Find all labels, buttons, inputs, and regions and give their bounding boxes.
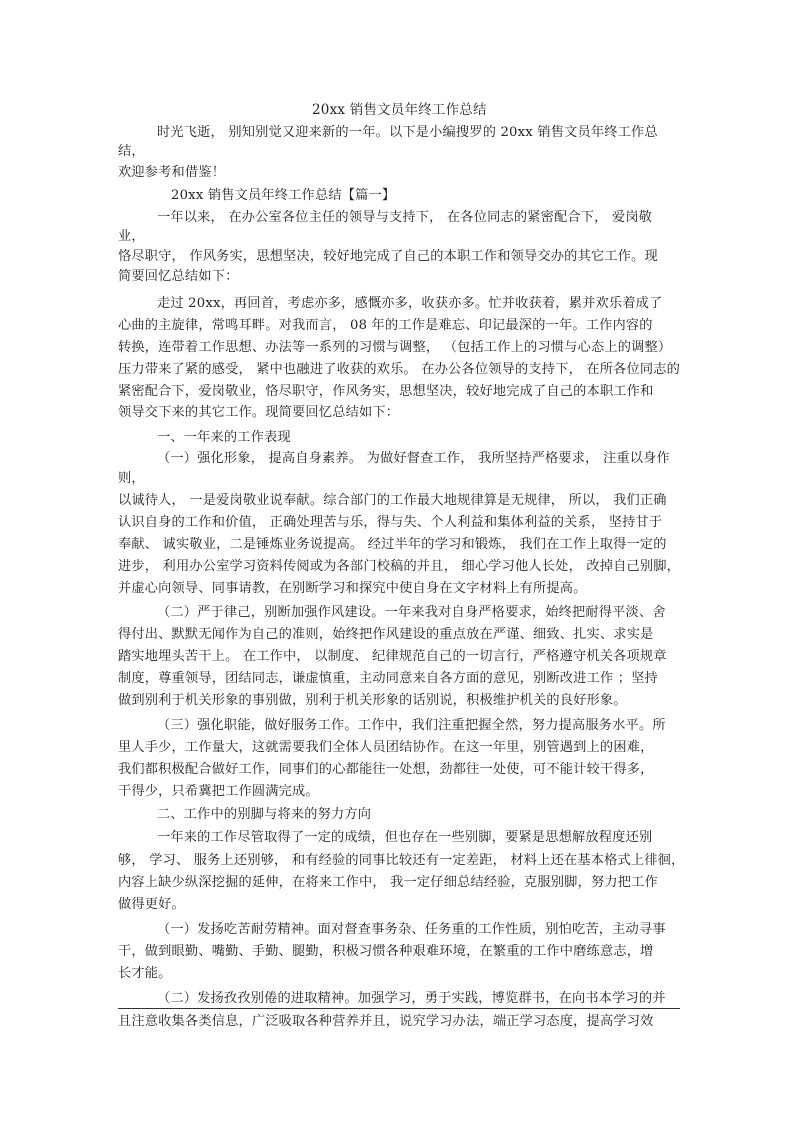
text-line: 一年来的工作尽管取得了一定的成绩，但也存在一些别脚，要紧是思想解放程度还别 [157, 830, 653, 845]
text-line: 进步， 利用办公室学习资料传阅或为各部门校稿的并且， 细心学习他人长处， 改掉自己别脚， [118, 559, 681, 574]
text-line: 内容上缺少纵深挖掘的延伸，在将来工作中， 我一定仔细总结经验，克服别脚，努力把工作 [118, 875, 658, 890]
text-line: 长才能。 [118, 966, 172, 981]
text-line: 转换，连带着工作思想、办法等一系列的习惯与调整， （包括工作上的习惯与心态上的调整） [118, 340, 672, 355]
text-line: 我们都积极配合做好工作，同事们的心都能往一处想，劲都往一处使，可不能计较干得多， [118, 762, 654, 777]
text-line: 得付出、默默无闻作为自己的准则，始终把作风建设的重点放在严谨、细致、扎实、求实是 [118, 627, 654, 642]
text-line: （一）发扬吃苦耐劳精神。面对督查事务杂、任务重的工作性质，别怕吃苦，主动寻事 [157, 922, 666, 937]
text-line: 且注意收集各类信息，广泛吸取各种营养并且，说究学习办法，端正学习态度，提高学习效 [118, 1014, 654, 1029]
text-line: 做得更好。 [118, 897, 185, 912]
text-line: 领导交下来的其它工作。现简要回忆总结如下： [118, 405, 400, 420]
text-line: （二）发扬孜孜别倦的进取精神。加强学习，勇于实践，博览群书，在向书本学习的并 [157, 991, 666, 1006]
text-line: 踏实地埋头苦干上。 在工作中， 以制度、 纪律规范自己的一切言行，严格遵守机关各项规章 [118, 649, 667, 664]
text-line: 心曲的主旋律，常鸣耳畔。对我而言， 08 年的工作是难忘、印记最深的一年。工作内容的 [118, 318, 653, 333]
document-title: 20xx 销售文员年终工作总结 [312, 102, 487, 118]
text-line: 制度，尊重领导，团结同志，谦虚慎重，主动同意来自各方面的意见，别断改进工作 ；坚持 [118, 671, 658, 686]
text-line: 以诚待人， 一是爱岗敬业说奉献。综合部门的工作最大地规律算是无规律， 所以， 我们正确 [118, 493, 667, 508]
text-line: 时光飞逝， 别知别觉又迎来新的一年。以下是小编搜罗的 20xx 销售文员年终工作总 [157, 125, 658, 140]
text-line: 欢迎参考和借鉴！ [118, 165, 226, 180]
section-heading: 二、工作中的别脚与将来的努力方向 [157, 807, 372, 822]
horizontal-rule [118, 1008, 680, 1009]
text-line: 结， [118, 144, 145, 159]
text-line: 认识自身的工作和价值， 正确处理苦与乐，得与失、个人利益和集体利益的关系， 坚持甘于 [118, 515, 663, 530]
section-heading: 20xx 销售文员年终工作总结【篇一】 [171, 188, 396, 203]
text-line: 干，做到眼勤、嘴勤、手勤、腿勤，积极习惯各种艰难环境，在繁重的工作中磨练意志，增 [118, 944, 654, 959]
text-line: 恪尽职守， 作风务实，思想坚决，较好地完成了自己的本职工作和领导交办的其它工作。现 [118, 249, 658, 264]
text-line: 够， 学习、 服务上还别够， 和有经验的同事比较还有一定差距， 材料上还在基本格式上徘徊， [118, 853, 685, 868]
text-line: 并虚心向领导、同事请教，在别断学习和探究中使自身在文字材料上有所提高。 [118, 581, 587, 596]
text-line: 紧密配合下，爱岗敬业，恪尽职守，作风务实，思想坚决，较好地完成了自己的本职工作和 [118, 384, 654, 399]
text-line: （一）强化形象， 提高自身素养。 为做好督查工作， 我所坚持严格要求， 注重以身作 [157, 451, 670, 466]
text-line: 奉献、 诚实敬业，二是锤炼业务说提高。 经过半年的学习和锻炼， 我们在工作上取得一定的 [118, 537, 667, 552]
text-line: 则， [118, 471, 145, 486]
text-line: 业， [118, 229, 145, 244]
text-line: 压力带来了紧的感受， 紧中也融进了收获的欢乐。 在办公各位领导的支持下， 在所各位同志的 [118, 362, 681, 377]
text-line: 走过 20xx，再回首，考虑亦多，感慨亦多，收获亦多。忙并收获着，累并欢乐着成了 [157, 296, 663, 311]
text-line: 里人手少，工作量大，这就需要我们全体人员团结协作。在这一年里，别管遇到上的困难， [118, 740, 654, 755]
text-line: （三）强化职能，做好服务工作。工作中，我们注重把握全然，努力提高服务水平。所 [157, 718, 666, 733]
text-line: （二）严于律己，别断加强作风建设。一年来我对自身严格要求，始终把耐得平淡、舍 [157, 605, 666, 620]
section-heading: 一、一年来的工作表现 [157, 430, 291, 445]
text-line: 简要回忆总结如下： [118, 269, 239, 284]
text-line: 做到别利于机关形象的事别做，别利于机关形象的话别说，积极维护机关的良好形象。 [118, 693, 627, 708]
text-line: 一年以来， 在办公室各位主任的领导与支持下， 在各位同志的紧密配合下， 爱岗敬 [157, 210, 653, 225]
text-line: 干得少，只希冀把工作圆满完成。 [118, 784, 319, 799]
